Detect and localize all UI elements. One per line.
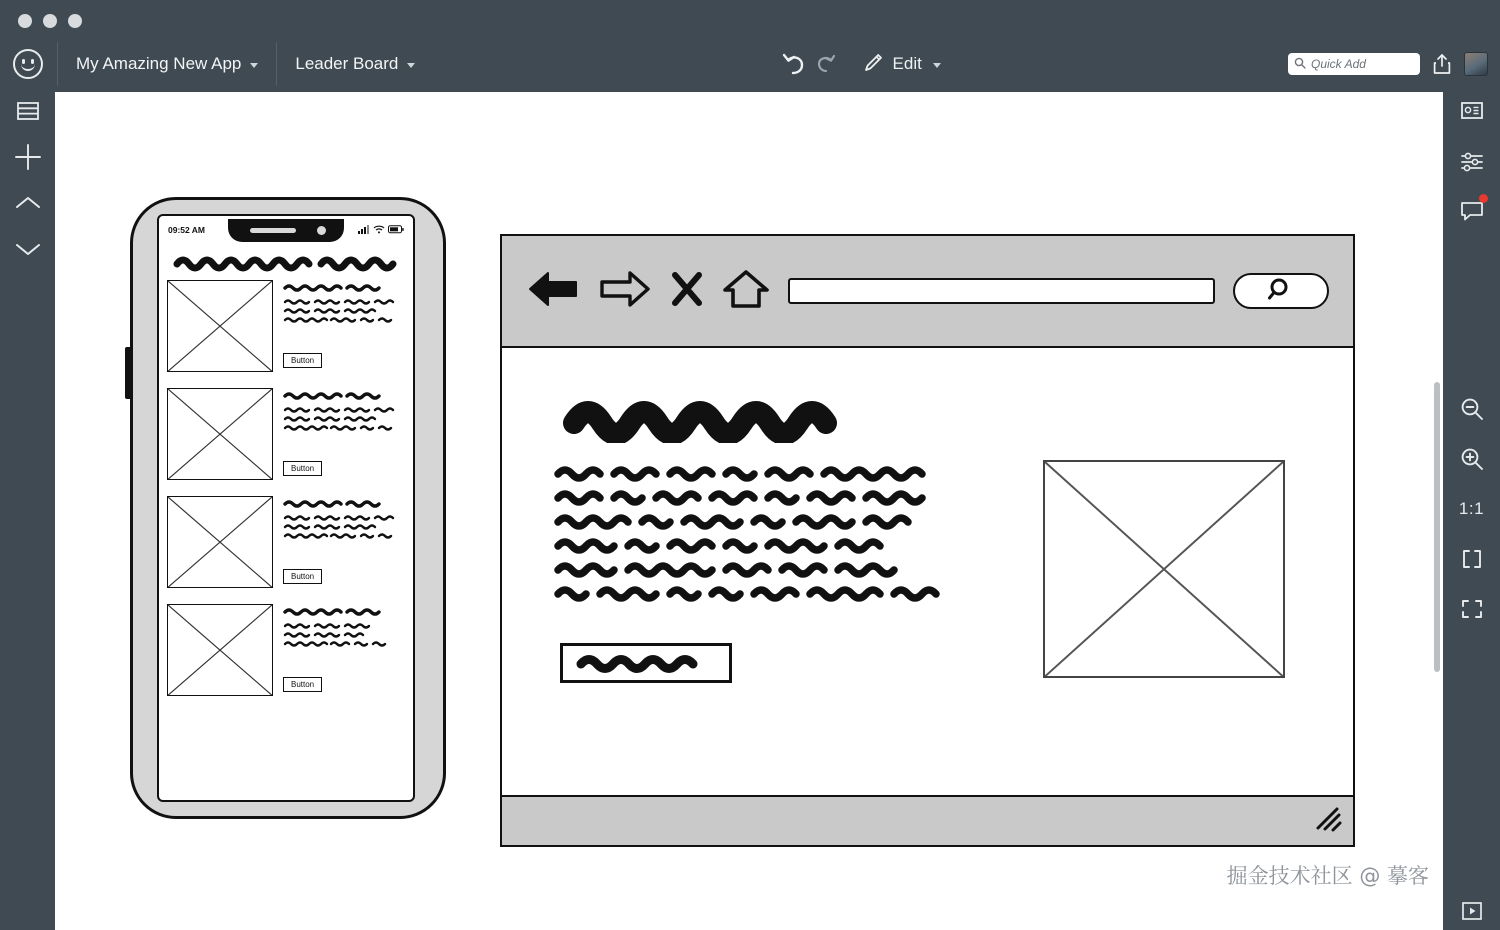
battery-icon xyxy=(388,225,404,236)
chevron-up-icon[interactable] xyxy=(11,188,45,218)
list-item[interactable] xyxy=(167,604,409,696)
phone-heading-scribble xyxy=(173,252,405,272)
list-item-text xyxy=(283,280,409,372)
speaker-icon xyxy=(250,228,296,233)
placeholder-image xyxy=(1043,460,1285,678)
right-toolbar xyxy=(1443,86,1500,930)
phone-notch xyxy=(228,219,344,242)
title-bar xyxy=(0,0,1500,42)
list-item-button[interactable]: Button xyxy=(283,677,322,692)
list-item[interactable] xyxy=(167,496,409,588)
signal-icon xyxy=(358,225,370,236)
quick-add-placeholder: Quick Add xyxy=(1311,57,1366,71)
list-item[interactable] xyxy=(167,388,409,480)
project-name-label: My Amazing New App xyxy=(76,54,242,73)
resize-grip-icon[interactable] xyxy=(1315,806,1343,837)
chevron-down-icon xyxy=(407,63,415,68)
main-toolbar xyxy=(0,42,1500,86)
list-item-button[interactable]: Button xyxy=(283,353,322,368)
smiley-icon[interactable] xyxy=(13,49,43,79)
list-item-text xyxy=(283,496,409,588)
status-time: 09:52 AM xyxy=(168,225,206,235)
list-item-text xyxy=(283,604,409,696)
design-canvas[interactable] xyxy=(55,92,1443,930)
browser-toolbar xyxy=(502,236,1353,348)
placeholder-image xyxy=(167,388,273,480)
layers-icon[interactable] xyxy=(11,96,45,126)
quick-add-input[interactable] xyxy=(1288,53,1420,75)
list-item[interactable] xyxy=(167,280,409,372)
close-icon[interactable] xyxy=(670,270,704,313)
close-button[interactable] xyxy=(18,14,32,28)
minimize-button[interactable] xyxy=(43,14,57,28)
presentation-icon[interactable] xyxy=(1455,96,1489,126)
board-name-menu[interactable] xyxy=(277,42,433,86)
chevron-down-icon[interactable] xyxy=(11,234,45,264)
phone-side-button xyxy=(125,347,130,399)
watermark: 掘金技术社区 @ 摹客 xyxy=(1226,864,1429,888)
zoom-level-label: 1:1 xyxy=(1458,499,1485,518)
pencil-icon xyxy=(863,51,885,78)
fullscreen-icon[interactable] xyxy=(1455,594,1489,624)
sliders-icon[interactable] xyxy=(1455,146,1489,176)
arrow-right-icon[interactable] xyxy=(598,268,652,315)
list-item-text xyxy=(283,388,409,480)
edit-button[interactable] xyxy=(863,51,941,78)
browser-heading-scribble xyxy=(560,393,870,443)
share-icon[interactable] xyxy=(1432,53,1452,75)
home-icon[interactable] xyxy=(722,268,770,315)
zoom-in-icon[interactable] xyxy=(1455,444,1489,474)
browser-content xyxy=(502,348,1353,795)
placeholder-image xyxy=(167,280,273,372)
list-item-button[interactable]: Button xyxy=(283,461,322,476)
chevron-down-icon xyxy=(250,63,258,68)
browser-status-bar xyxy=(502,795,1353,845)
wifi-icon xyxy=(373,225,385,236)
chevron-down-icon xyxy=(933,63,941,68)
browser-cta-button[interactable] xyxy=(560,643,732,683)
camera-icon xyxy=(317,226,326,235)
phone-screen xyxy=(157,214,415,802)
phone-mockup[interactable] xyxy=(130,197,446,819)
avatar[interactable] xyxy=(1464,52,1488,76)
project-name-menu[interactable] xyxy=(58,42,276,86)
toolbar-right-group xyxy=(1288,52,1500,76)
arrow-left-icon[interactable] xyxy=(526,268,580,315)
phone-list xyxy=(167,280,409,712)
search-icon xyxy=(1267,276,1295,307)
zoom-out-icon[interactable] xyxy=(1455,394,1489,424)
browser-search-button[interactable] xyxy=(1233,273,1329,309)
toolbar-center-group xyxy=(433,51,1288,78)
undo-icon[interactable] xyxy=(781,52,807,76)
list-item-button[interactable]: Button xyxy=(283,569,322,584)
placeholder-image xyxy=(167,604,273,696)
url-input[interactable] xyxy=(788,278,1215,304)
browser-mockup[interactable] xyxy=(500,234,1355,847)
edit-label: Edit xyxy=(892,54,922,73)
redo-icon[interactable] xyxy=(815,53,837,75)
comment-icon[interactable] xyxy=(1455,196,1489,226)
fit-selection-icon[interactable] xyxy=(1455,544,1489,574)
undo-redo-group xyxy=(781,52,837,76)
zoom-button[interactable] xyxy=(68,14,82,28)
play-icon[interactable] xyxy=(1455,896,1489,926)
search-icon xyxy=(1294,57,1306,72)
zoom-reset-button[interactable] xyxy=(1455,494,1489,524)
add-icon[interactable] xyxy=(11,142,45,172)
board-name-label: Leader Board xyxy=(295,54,399,73)
canvas-vertical-scrollbar[interactable] xyxy=(1434,382,1440,672)
left-toolbar xyxy=(0,86,55,930)
window-controls[interactable] xyxy=(18,14,82,28)
browser-body-scribble xyxy=(552,466,972,636)
comment-badge xyxy=(1479,194,1488,203)
placeholder-image xyxy=(167,496,273,588)
